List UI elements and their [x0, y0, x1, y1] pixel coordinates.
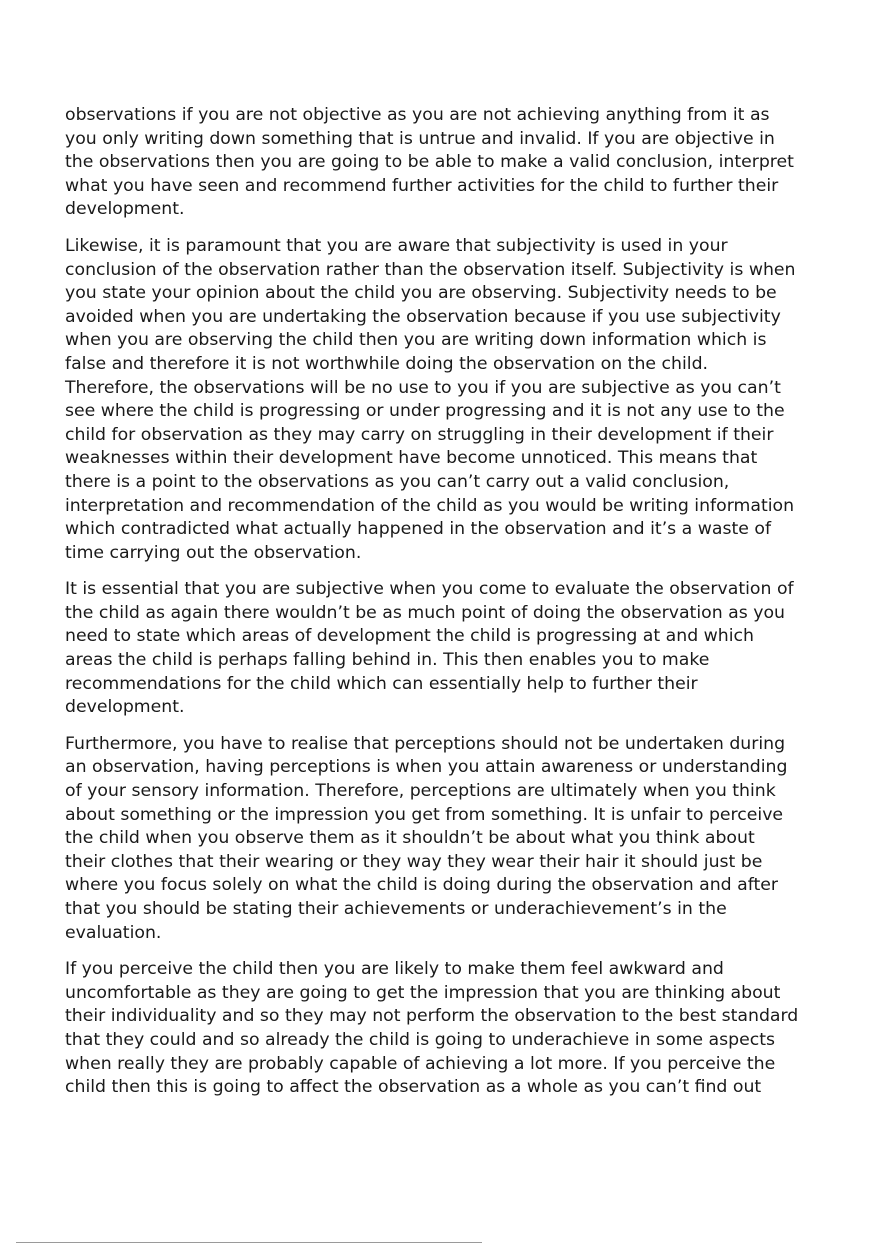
paragraph-objectivity-continued: observations if you are not objective as you are not achieving anything from it as you only writing down something that is untrue and invalid. If you are objective in the observations then you are going to be able to make a valid conclusion, interpret what you have seen and recommend further activities for the child to further their development.	[65, 105, 794, 220]
paragraph-perceive-child: If you perceive the child then you are likely to make them feel awkward and uncomfortable as they are going to get the impression that you are thinking about their individuality and so they may not perform the observation to the best standard that they could and so already the child is going to underachieve in some aspects when really they are probably capable of achieving a lot more. If you perceive the child then this is going to affect the observation as a whole as you can’t find out	[65, 959, 799, 1098]
paragraph-perceptions: Furthermore, you have to realise that perceptions should not be undertaken during an observation, having perceptions is when you attain awareness or understanding of your sensory information. Therefore, perceptions are ultimately when you think about something or the impression you get from something. It is unfair to perceive the child when you observe them as it shouldn’t be about what you think about their clothes that their wearing or they way they wear their hair it should just be where you focus solely on what the child is doing during the observation and after that you should be stating their achievements or underachievement’s in the evaluation.	[65, 733, 788, 943]
paragraph-evaluation-subjective: It is essential that you are subjective when you come to evaluate the observation of the child as again there wouldn’t be as much point of doing the observation as you need to state which areas of development the child is progressing at and which areas the child is perhaps falling behind in. This then enables you to make recommendations for the child which can essentially help to further their development.	[65, 579, 794, 718]
document-body	[65, 104, 825, 1113]
footer-divider	[16, 1242, 482, 1243]
paragraph-subjectivity: Likewise, it is paramount that you are aware that subjectivity is used in your conclusion of the observation rather than the observation itself. Subjectivity is when you state your opinion about the child you are observing. Subjectivity needs to be avoided when you are undertaking the observation because if you use subjectivity when you are observing the child then you are writing down information which is false and therefore it is not worthwhile doing the observation on the child. Therefore, the observations will be no use to you if you are subjective as you can’t see where the child is progressing or under progressing and it is not any use to the child for observation as they may carry on struggling in their development if their weaknesses within their development have become unnoticed. This means that there is a point to the observations as you can’t carry out a valid conclusion, interpretation and recommendation of the child as you would be writing information which contradicted what actually happened in the observation and it’s a waste of time carrying out the observation.	[65, 235, 796, 563]
